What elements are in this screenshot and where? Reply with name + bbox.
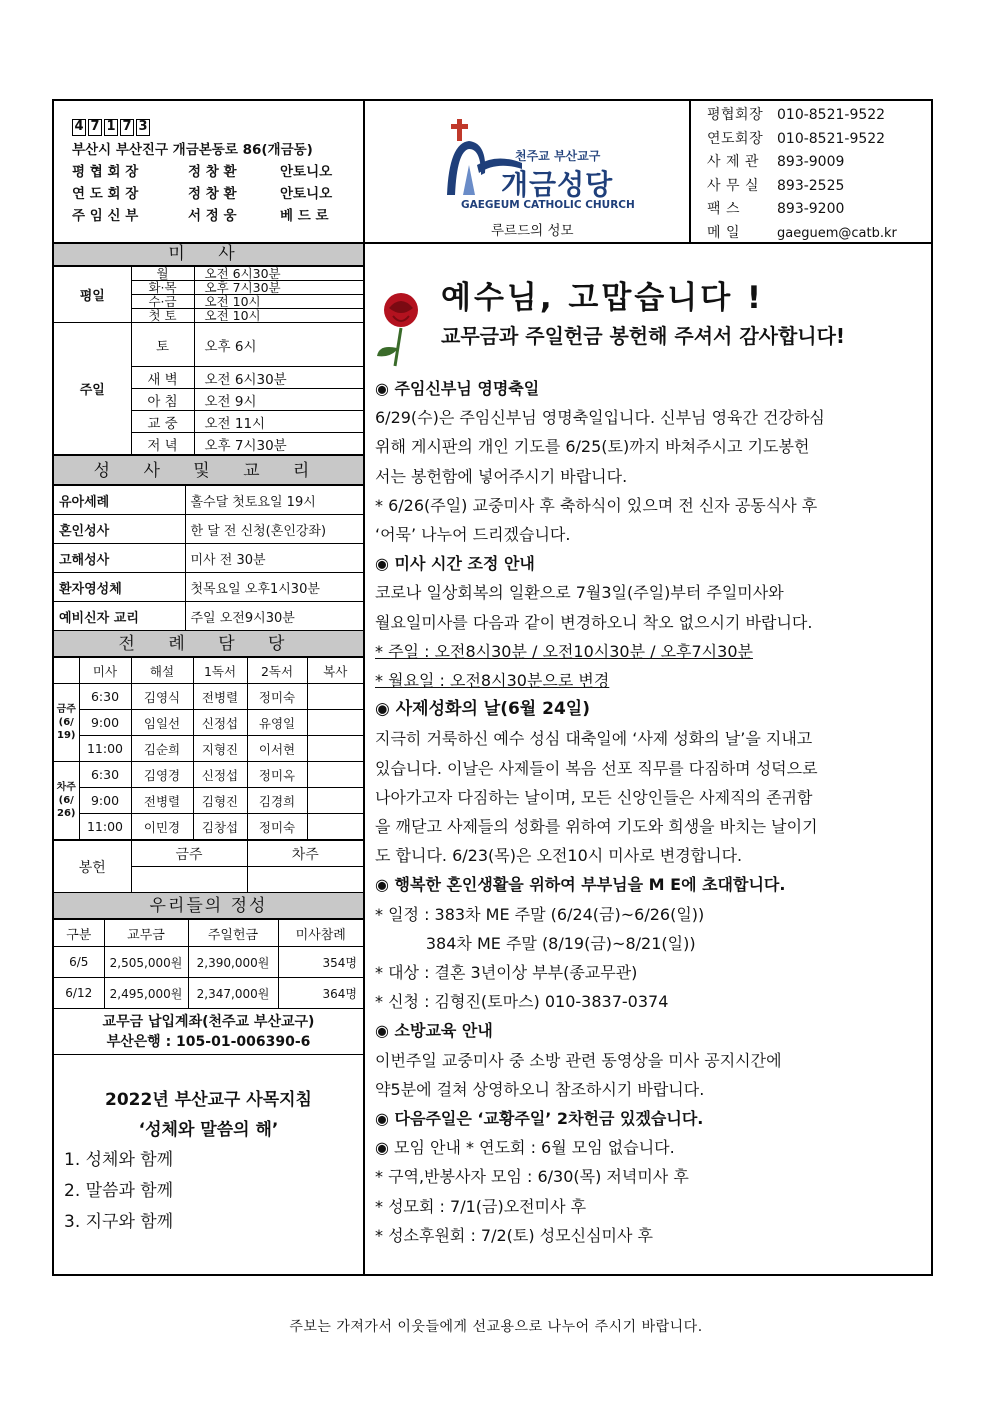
notice-line: 을 깨닫고 사제들의 성화를 위하여 기도와 희생을 바치는 날이기: [375, 817, 818, 837]
mass-schedule-table: [54, 266, 363, 455]
guideline-item: 2. 말씀과 함께: [64, 1181, 174, 1201]
table-cell: 교 중: [131, 411, 194, 433]
sacraments-section-title: 성 사 및 교 리: [54, 455, 363, 485]
zip-digit: 4: [72, 119, 86, 136]
guideline-item: 1. 성체와 함께: [64, 1150, 174, 1170]
table-cell: 주일헌금: [188, 920, 278, 947]
notice-line: 서는 봉헌함에 넣어주시기 바랍니다.: [375, 466, 628, 486]
notice-line: 이번주일 교중미사 중 소방 관련 동영상을 미사 공지시간에: [375, 1050, 782, 1070]
table-cell: 2,495,000원: [104, 978, 188, 1009]
table-cell: 전병렬: [131, 788, 193, 814]
notice-line: 도 합니다. 6/23(목)은 오전10시 미사로 변경합니다.: [375, 846, 743, 866]
table-cell: 월: [131, 267, 194, 281]
table-cell: 임일선: [131, 710, 193, 736]
account-box: [54, 1009, 363, 1055]
table-cell: 저 녁: [131, 433, 194, 455]
table-cell: [54, 658, 79, 684]
table-cell: 신정섭: [193, 762, 247, 788]
table-cell: 지형진: [193, 736, 247, 762]
notice-body: [375, 374, 927, 1250]
table-cell: 2독서: [247, 658, 307, 684]
table-cell: 전병렬: [193, 684, 247, 710]
table-cell: [307, 684, 363, 710]
notice-line: 위해 게시판의 개인 기도를 6/25(토)까지 바쳐주시고 기도봉헌: [375, 437, 810, 457]
table-cell: [307, 814, 363, 840]
notice-line: * 구역,반봉사자 모임 : 6/30(목) 저녁미사 후: [375, 1167, 689, 1187]
church-name: 개금성당: [501, 168, 614, 201]
account-number: 부산은행 : 105-01-006390-6: [106, 1034, 311, 1050]
bulletin-frame: [52, 99, 933, 1276]
contact-row: 사 무 실 893-2525: [707, 177, 845, 194]
notice-line: 6/29(수)은 주임신부님 영명축일입니다. 신부님 영육간 건강하심: [375, 408, 825, 428]
table-cell: 미사: [79, 658, 131, 684]
notice-heading: ◉ 소방교육 안내: [375, 1021, 493, 1041]
table-cell: 6:30: [79, 762, 131, 788]
zip-digit: 7: [120, 119, 134, 136]
table-cell: 1독서: [193, 658, 247, 684]
table-cell: 토: [131, 323, 194, 367]
notice-line: * 성모회 : 7/1(금)오전미사 후: [375, 1196, 587, 1216]
guideline: [54, 1055, 363, 1238]
next-week-label: 차주(6/26): [54, 762, 79, 840]
left-column: [54, 244, 365, 1274]
notice-heading: ◉ 모임 안내 * 연도회 : 6월 모임 없습니다.: [375, 1138, 675, 1158]
notice-line: * 일정 : 383차 ME 주말 (6/24(금)~6/26(일)): [375, 904, 705, 924]
table-cell: 오전 10시: [194, 309, 363, 323]
table-cell: 신정섭: [193, 710, 247, 736]
table-cell: 예비신자 교리: [54, 602, 185, 631]
finance-table: [54, 919, 363, 1009]
table-cell: 2,505,000원: [104, 947, 188, 978]
contact-row: 팩 스 893-9200: [707, 201, 845, 218]
notice-line: 있습니다. 이날은 사제들이 복음 선포 직무를 다짐하며 성덕으로: [375, 758, 818, 778]
table-cell: 11:00: [79, 814, 131, 840]
table-cell: 김경희: [247, 788, 307, 814]
notice-line: * 주일 : 오전8시30분 / 오전10시30분 / 오후7시30분: [375, 641, 753, 661]
table-cell: 혼인성사: [54, 515, 185, 544]
table-cell: 김영식: [131, 684, 193, 710]
church-logo-area: [367, 101, 691, 242]
zip-digit: 7: [88, 119, 102, 136]
notice-line: * 월요일 : 오전8시30분으로 변경: [375, 671, 610, 691]
table-cell: 이민경: [131, 814, 193, 840]
table-cell: 새 벽: [131, 367, 194, 389]
table-cell: 오전 10시: [194, 295, 363, 309]
parish-info: [54, 101, 365, 242]
officer-row: 연 도 회 장 정 창 환 안토니오: [72, 186, 333, 202]
table-cell: 오전 6시30분: [194, 367, 363, 389]
weekday-label: 평일: [54, 267, 131, 323]
table-cell: 봉헌: [54, 841, 131, 893]
zip-digit: 1: [104, 119, 118, 136]
table-cell: 정미숙: [247, 684, 307, 710]
table-cell: 354명: [278, 947, 363, 978]
table-cell: 차주: [247, 841, 363, 867]
table-cell: [131, 867, 247, 893]
notice-line: 나아가고자 다짐하는 날이며, 모든 신앙인들은 사제직의 존귀함: [375, 787, 813, 807]
table-cell: 9:00: [79, 788, 131, 814]
table-cell: 김형진: [193, 788, 247, 814]
table-cell: 유아세례: [54, 486, 185, 515]
liturgy-table: [54, 657, 363, 840]
header: [54, 101, 931, 244]
table-cell: 미사 전 30분: [185, 544, 363, 573]
notice-heading: ◉ 다음주일은 ‘교황주일’ 2차헌금 있겠습니다.: [375, 1109, 704, 1129]
contact-row: 메 일 gaeguem@catb.kr: [707, 224, 897, 241]
contact-info: [691, 101, 931, 242]
contact-row: 사 제 관 893-9009: [707, 154, 845, 171]
contact-row: 평협회장 010-8521-9522: [707, 107, 886, 123]
table-cell: 11:00: [79, 736, 131, 762]
diocese-label: 천주교 부산교구: [515, 149, 601, 163]
officer-row: 평 협 회 장 정 창 환 안토니오: [72, 164, 333, 180]
table-cell: 환자영성체: [54, 573, 185, 602]
notice-heading: ◉ 사제성화의 날(6월 24일): [375, 699, 590, 720]
notice-line: 월요일미사를 다음과 같이 변경하오니 착오 없으시기 바랍니다.: [375, 612, 813, 632]
table-cell: 금주: [131, 841, 247, 867]
notice-line: * 6/26(주일) 교중미사 후 축하식이 있으며 전 신자 공동식사 후: [375, 495, 818, 515]
subheadline: 교무금과 주일헌금 봉헌해 주셔서 감사합니다!: [441, 324, 846, 348]
notice-line: 약5분에 걸쳐 상영하오니 참조하시기 바랍니다.: [375, 1079, 705, 1099]
table-cell: 수·금: [131, 295, 194, 309]
table-cell: 첫목요일 오후1시30분: [185, 573, 363, 602]
notice-line: * 대상 : 결혼 3년이상 부부(종교무관): [375, 963, 638, 983]
guideline-subtitle: ‘성체와 말씀의 해’: [138, 1120, 279, 1140]
finance-section-title: 우리들의 정성: [54, 893, 363, 919]
table-cell: 9:00: [79, 710, 131, 736]
table-cell: 이서현: [247, 736, 307, 762]
table-cell: 정미숙: [247, 814, 307, 840]
patron-label: 루르드의 성모: [491, 223, 574, 239]
notice-heading: ◉ 미사 시간 조정 안내: [375, 554, 535, 574]
table-cell: 홀수달 첫토요일 19시: [185, 486, 363, 515]
table-cell: 아 침: [131, 389, 194, 411]
table-cell: 주일 오전9시30분: [185, 602, 363, 631]
table-cell: 김순희: [131, 736, 193, 762]
footer-note: 주보는 가져가서 이웃들에게 선교용으로 나누어 주시기 바랍니다.: [289, 1319, 703, 1335]
contact-row: 연도회장 010-8521-9522: [707, 130, 886, 147]
table-cell: [307, 710, 363, 736]
headline: 예수님, 고맙습니다 !: [441, 280, 765, 316]
church-english-name: GAEGEUM CATHOLIC CHURCH: [461, 199, 635, 211]
notice-line: * 신청 : 김형진(토마스) 010-3837-0374: [375, 992, 669, 1012]
guideline-title: 2022년 부산교구 사목지침: [105, 1090, 312, 1110]
table-cell: 김창섭: [193, 814, 247, 840]
zip-digit: 3: [136, 119, 150, 136]
table-cell: [247, 867, 363, 893]
notice-line: * 성소후원회 : 7/2(토) 성모신심미사 후: [375, 1225, 653, 1245]
zip-code: [72, 119, 363, 136]
table-cell: 화·목: [131, 281, 194, 295]
table-cell: 오전 11시: [194, 411, 363, 433]
table-cell: 오후 7시30분: [194, 433, 363, 455]
table-cell: 교무금: [104, 920, 188, 947]
table-cell: 오후 7시30분: [194, 281, 363, 295]
table-cell: [307, 762, 363, 788]
sacraments-table: [54, 485, 363, 631]
liturgy-section-title: 전 례 담 당: [54, 631, 363, 657]
table-cell: 2,390,000원: [188, 947, 278, 978]
officer-row: 주 임 신 부 서 정 웅 베 드 로: [72, 208, 329, 224]
notice-line: 코로나 일상회복의 일환으로 7월3일(주일)부터 주일미사와: [375, 583, 784, 603]
table-cell: 364명: [278, 978, 363, 1009]
table-cell: 고해성사: [54, 544, 185, 573]
notice-heading: ◉ 주임신부님 영명축일: [375, 379, 540, 398]
notice-line: ‘어묵’ 나누어 드리겠습니다.: [375, 525, 571, 545]
table-cell: 6/5: [54, 947, 104, 978]
table-cell: 복사: [307, 658, 363, 684]
table-cell: 구분: [54, 920, 104, 947]
notice-line: 384차 ME 주말 (8/19(금)~8/21(일)): [375, 933, 696, 953]
table-cell: 유영일: [247, 710, 307, 736]
sunday-label: 주일: [54, 323, 131, 455]
table-cell: 미사참례: [278, 920, 363, 947]
table-cell: 2,347,000원: [188, 978, 278, 1009]
table-cell: 6:30: [79, 684, 131, 710]
table-cell: [307, 736, 363, 762]
table-cell: [307, 788, 363, 814]
rose-icon: [371, 288, 431, 368]
table-cell: 한 달 전 신청(혼인강좌): [185, 515, 363, 544]
mass-section-title: 미 사: [54, 244, 363, 266]
table-cell: 오전 6시30분: [194, 267, 363, 281]
table-cell: 첫 토: [131, 309, 194, 323]
table-cell: 오전 9시: [194, 389, 363, 411]
account-title: 교무금 납입계좌(천주교 부산교구): [102, 1014, 315, 1030]
table-cell: 김영경: [131, 762, 193, 788]
notice-heading: ◉ 행복한 혼인생활을 위하여 부부님을 M E에 초대합니다.: [375, 875, 786, 895]
this-week-label: 금주(6/19): [54, 684, 79, 762]
table-cell: 6/12: [54, 978, 104, 1009]
guideline-item: 3. 지구와 함께: [64, 1212, 174, 1232]
flower-table: [54, 840, 363, 893]
notice-line: 지극히 거룩하신 예수 성심 대축일에 ‘사제 성화의 날’을 지내고: [375, 729, 813, 749]
table-cell: 해설: [131, 658, 193, 684]
table-cell: 정미옥: [247, 762, 307, 788]
table-cell: 오후 6시: [194, 323, 363, 367]
address: 부산시 부산진구 개금본동로 86(개금동): [72, 142, 313, 158]
